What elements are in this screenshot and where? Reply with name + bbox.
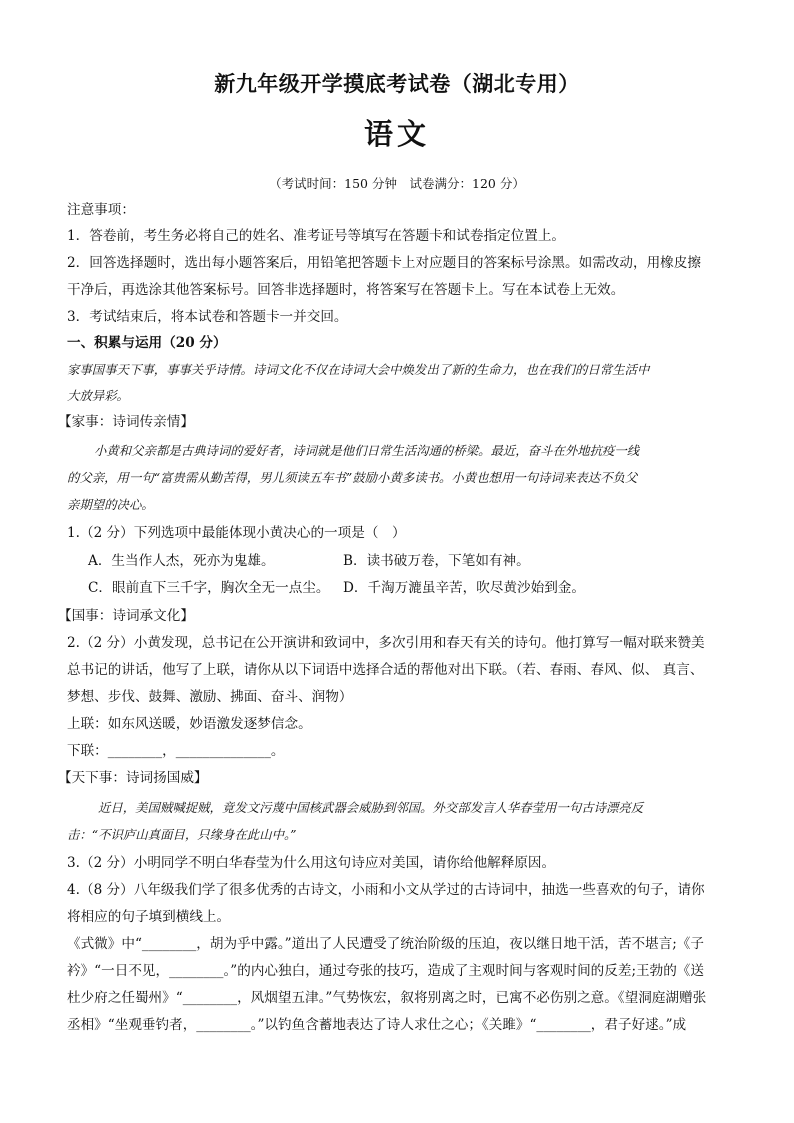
question-2-line: 梦想、步伐、鼓舞、激励、拂面、奋斗、润物） xyxy=(67,689,353,705)
section-intro-line: 大放异彩。 xyxy=(67,388,129,403)
lower-couplet: 下联：________，______________。 xyxy=(67,743,285,759)
note-item: 干净后，再选涂其他答案标号。回答非选择题时，将答案写在答题卡上。写在本试卷上无效。 xyxy=(67,282,625,298)
option-b: B．读书破万卷，下笔如有神。 xyxy=(343,553,530,569)
question-2-line: 总书记的讲话，他写了上联，请你从以下词语中选择合适的帮他对出下联。（若、春雨、春风、似、 真言、 xyxy=(67,662,704,678)
option-c: C．眼前直下三千字，胸次全无一点尘。 xyxy=(88,580,330,596)
question-4-line: 《式微》中“________，胡为乎中露。”道出了人民遭受了统治阶级的压迫，夜以继日地干活，苦不堪言;《子 xyxy=(67,936,704,952)
question-2-line: 2.（2 分）小黄发现，总书记在公开演讲和致词中，多次引用和春天有关的诗句。他打算写一幅对联来赞美 xyxy=(67,635,705,651)
exam-info: （考试时间：150 分钟 试卷满分：120 分） xyxy=(269,176,525,191)
option-d: D．千淘万漉虽辛苦，吹尽黄沙始到金。 xyxy=(343,580,585,596)
question-4-line: 丞相》“坐观垂钓者，________。”以钓鱼含蓄地表达了诗人求仕之心；《关雎》“________，君子好逑。”成 xyxy=(67,1017,687,1033)
world-passage-line: 近日，美国贼喊捉贼，竟发文污蔑中国核武器会威胁到邻国。外交部发言人华春莹用一句古诗漂亮反 xyxy=(98,800,644,815)
notes-heading: 注意事项： xyxy=(67,202,135,218)
upper-couplet: 上联：如东风送暖，妙语激发逐梦信念。 xyxy=(67,716,312,732)
question-4-line: 将相应的句子填到横线上。 xyxy=(67,909,231,925)
question-3: 3.（2 分）小明同学不明白华春莹为什么用这句诗应对美国，请你给他解释原因。 xyxy=(67,855,556,871)
option-a: A．生当作人杰，死亦为鬼雄。 xyxy=(88,553,275,569)
note-item: 2．回答选择题时，选出每小题答案后，用铅笔把答题卡上对应题目的答案标号涂黑。如需改动，用橡皮擦 xyxy=(67,255,701,271)
world-heading: 【天下事：诗词扬国威】 xyxy=(58,770,208,786)
section-intro-line: 家事国事天下事，事事关乎诗情。诗词文化不仅在诗词大会中焕发出了新的生命力，也在我们的日常生活中 xyxy=(67,362,650,377)
family-passage-line: 亲期望的决心。 xyxy=(67,497,154,512)
exam-title: 新九年级开学摸底考试卷（湖北专用） xyxy=(214,71,580,96)
world-passage-line: 击：“不识庐山真面目，只缘身在此山中。” xyxy=(67,827,297,842)
family-passage-line: 小黄和父亲都是古典诗词的爱好者，诗词就是他们日常生活沟通的桥梁。最近，奋斗在外地抗疫一线 xyxy=(94,443,640,458)
subject-title: 语文 xyxy=(363,117,430,151)
note-item: 3．考试结束后，将本试卷和答题卡一并交回。 xyxy=(67,309,348,325)
nation-heading: 【国事：诗词承文化】 xyxy=(58,608,194,624)
family-passage-line: 的父亲，用一句“富贵需从勤苦得，男儿须读五车书”鼓励小黄多读书。小黄也想用一句诗词来表达不负父 xyxy=(67,470,638,485)
question-4-line: 4.（8 分）八年级我们学了很多优秀的古诗文，小雨和小文从学过的古诗词中，抽选一些喜欢的句子，请你 xyxy=(67,882,705,898)
question-1: 1.（2 分）下列选项中最能体现小黄决心的一项是（ ） xyxy=(67,525,406,541)
note-item: 1．答卷前，考生务必将自己的姓名、准考证号等填写在答题卡和试卷指定位置上。 xyxy=(67,228,566,244)
family-heading: 【家事：诗词传亲情】 xyxy=(58,414,194,430)
question-4-line: 杜少府之任蜀州》“________，风烟望五津。”气势恢宏，叙将别离之时，已寓不必伤别之意。《望洞庭湖赠张 xyxy=(67,990,707,1006)
question-4-line: 衿》“一日不见，________。”的内心独白，通过夸张的技巧，造成了主观时间与客观时间的反差;王勃的《送 xyxy=(67,963,704,979)
section-heading: 一、积累与运用（20 分） xyxy=(67,335,227,351)
